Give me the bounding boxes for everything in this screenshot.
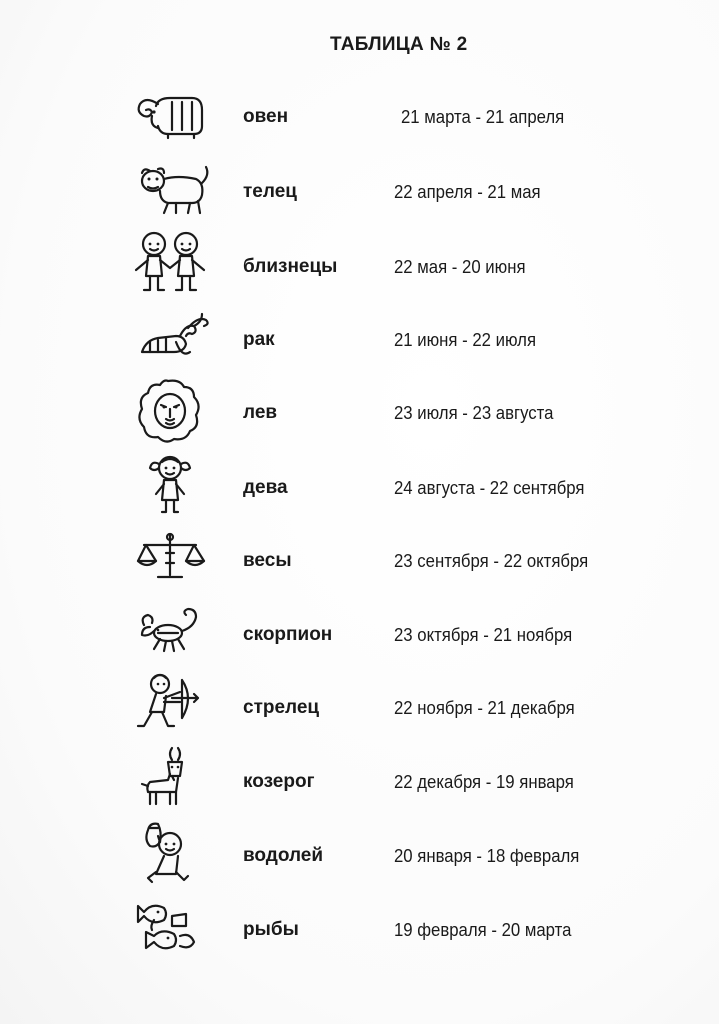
goat-icon xyxy=(128,744,214,816)
date-range: 23 октября - 21 ноября xyxy=(394,625,573,645)
list-item xyxy=(0,82,719,156)
date-range: 24 августа - 22 сентября xyxy=(394,478,585,498)
list-item xyxy=(0,450,719,524)
sign-name: телец xyxy=(243,181,297,202)
date-range: 21 июня - 22 июля xyxy=(394,330,537,350)
sign-name: стрелец xyxy=(243,697,320,718)
date-range: 22 ноября - 21 декабря xyxy=(394,698,575,718)
date-range: 22 декабря - 19 января xyxy=(394,772,574,792)
date-range: 22 апреля - 21 мая xyxy=(394,182,541,202)
water-bearer-icon xyxy=(128,818,214,890)
list-item xyxy=(0,818,719,892)
date-range: 23 сентября - 22 октября xyxy=(394,551,589,571)
sign-name: дева xyxy=(243,477,288,498)
list-item xyxy=(0,375,719,449)
sign-name: овен xyxy=(243,106,289,127)
list-item xyxy=(0,597,719,671)
page-title: ТАБЛИЦА № 2 xyxy=(330,34,468,55)
sign-name: близнецы xyxy=(243,256,338,277)
list-item xyxy=(0,228,719,302)
sign-name: скорпион xyxy=(243,624,333,645)
date-range: 20 января - 18 февраля xyxy=(394,846,580,866)
sign-name: рыбы xyxy=(243,919,299,940)
fish-icon xyxy=(128,892,214,964)
sign-name: лев xyxy=(243,402,278,423)
sign-name: водолей xyxy=(243,845,324,866)
date-range: 19 февраля - 20 марта xyxy=(394,920,572,940)
lion-icon xyxy=(128,375,214,447)
sign-name: козерог xyxy=(243,771,315,792)
list-item xyxy=(0,892,719,966)
list-item xyxy=(0,744,719,818)
sign-name: весы xyxy=(243,550,292,571)
list-item xyxy=(0,155,719,229)
date-range: 21 марта - 21 апреля xyxy=(401,107,565,127)
crayfish-icon xyxy=(128,302,214,374)
list-item xyxy=(0,670,719,744)
sign-name: рак xyxy=(243,329,275,350)
date-range: 23 июля - 23 августа xyxy=(394,403,554,423)
archer-icon xyxy=(128,670,214,742)
scorpion-icon xyxy=(128,597,214,669)
twins-icon xyxy=(128,228,214,300)
list-item xyxy=(0,302,719,376)
list-item xyxy=(0,523,719,597)
bull-icon xyxy=(128,155,214,227)
ram-icon xyxy=(128,82,214,154)
scales-icon xyxy=(128,523,214,595)
date-range: 22 мая - 20 июня xyxy=(394,257,526,277)
girl-icon xyxy=(128,450,214,522)
